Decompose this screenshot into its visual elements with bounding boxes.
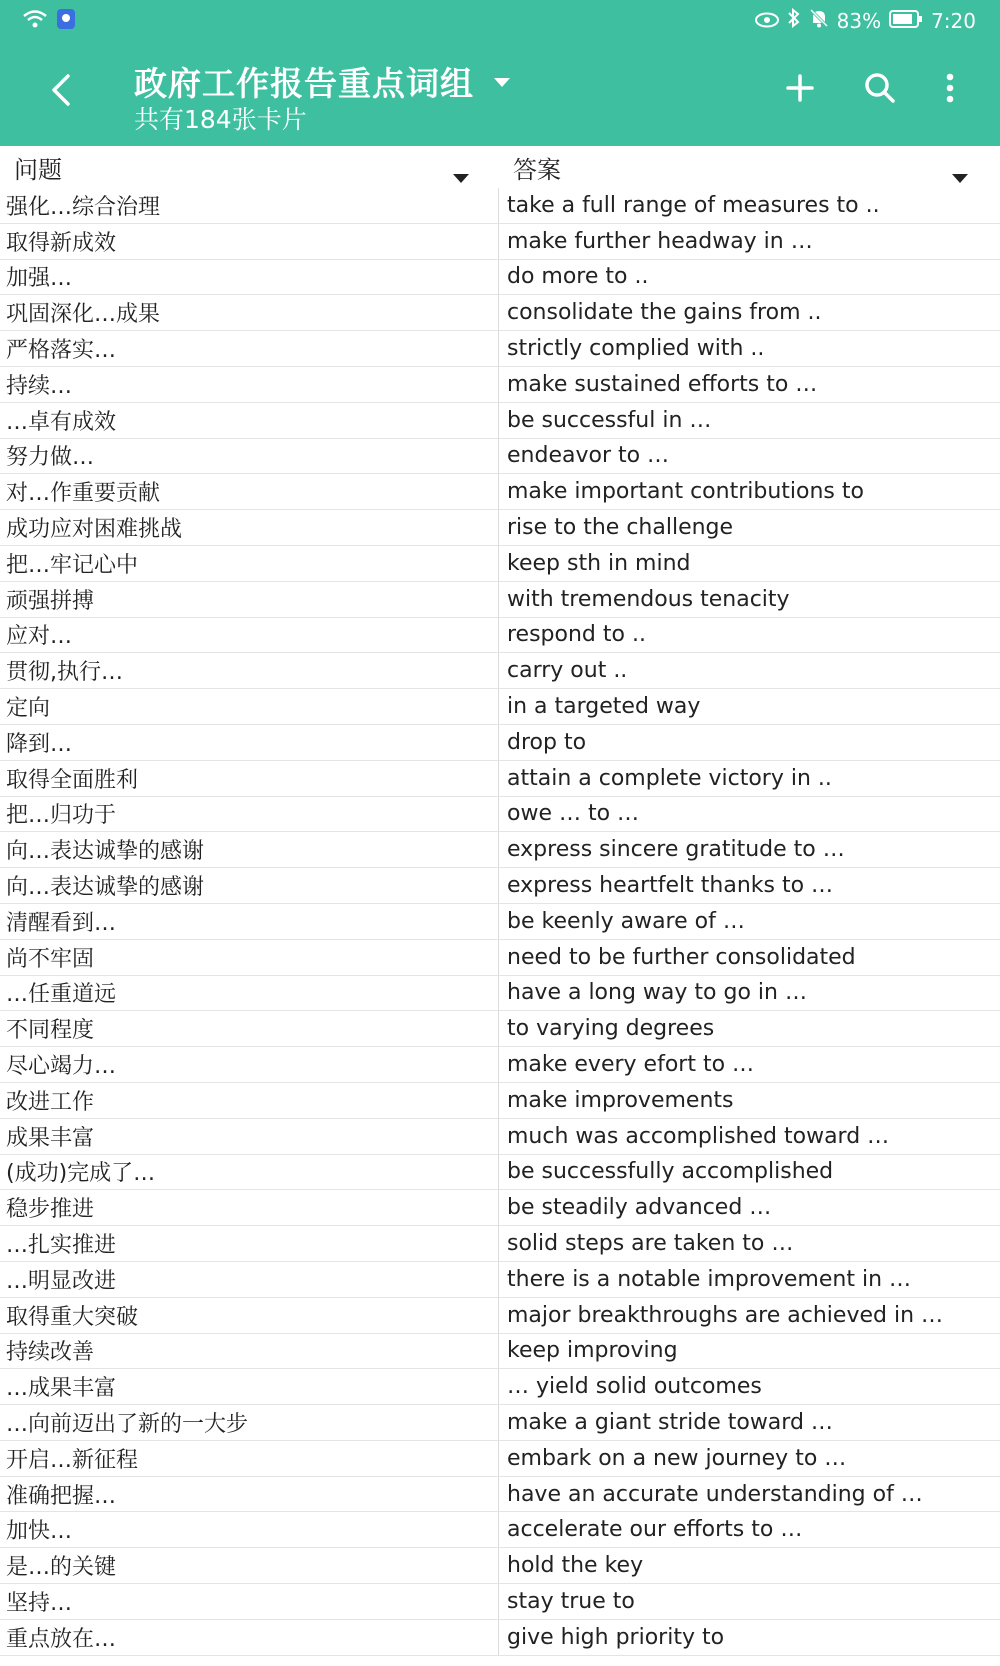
question-cell: …向前迈出了新的一大步 <box>0 1405 499 1440</box>
answer-cell: express heartfelt thanks to … <box>507 873 834 899</box>
sort-caret-icon[interactable] <box>951 162 969 190</box>
answer-cell: make improvements <box>507 1087 734 1113</box>
question-cell: 开启…新征程 <box>0 1441 499 1476</box>
question-cell: 尚不牢固 <box>0 940 499 975</box>
question-cell: …卓有成效 <box>0 403 499 438</box>
answer-cell: make a giant stride toward … <box>507 1409 833 1435</box>
question-cell: 降到… <box>0 725 499 760</box>
more-options-button[interactable] <box>930 68 970 108</box>
answer-cell: rise to the challenge <box>507 515 734 541</box>
sort-caret-icon[interactable] <box>452 162 470 190</box>
answer-cell: accelerate our efforts to … <box>507 1517 803 1543</box>
question-cell: 向…表达诚挚的感谢 <box>0 868 499 903</box>
table-row[interactable] <box>0 1477 1000 1513</box>
table-row[interactable] <box>0 295 1000 331</box>
question-cell: 顽强拼搏 <box>0 582 499 617</box>
table-row[interactable] <box>0 1298 1000 1334</box>
question-cell: (成功)完成了… <box>0 1155 499 1190</box>
column-header-question[interactable] <box>0 146 499 188</box>
table-row[interactable] <box>0 439 1000 475</box>
card-table <box>0 188 1000 1656</box>
question-cell: …任重道远 <box>0 976 499 1011</box>
table-row[interactable] <box>0 1369 1000 1405</box>
eye-icon <box>755 9 779 33</box>
table-row[interactable] <box>0 546 1000 582</box>
question-cell: 贯彻,执行… <box>0 653 499 688</box>
question-cell: …扎实推进 <box>0 1226 499 1261</box>
answer-cell: have an accurate understanding of … <box>507 1481 923 1507</box>
answer-cell: make further headway in … <box>507 228 813 254</box>
question-cell: 准确把握… <box>0 1477 499 1512</box>
battery-percent: 83% <box>836 8 882 33</box>
answer-cell: drop to <box>507 729 587 755</box>
question-cell: 巩固深化…成果 <box>0 295 499 330</box>
table-row[interactable] <box>0 976 1000 1012</box>
table-row[interactable] <box>0 1441 1000 1477</box>
question-cell: 改进工作 <box>0 1083 499 1118</box>
deck-title[interactable]: 政府工作报告重点词组 <box>134 64 474 103</box>
table-row[interactable] <box>0 1047 1000 1083</box>
table-row[interactable] <box>0 1584 1000 1620</box>
table-row[interactable] <box>0 868 1000 904</box>
question-cell: 重点放在… <box>0 1620 499 1655</box>
answer-cell: stay true to <box>507 1588 635 1614</box>
answer-cell: major breakthroughs are achieved in … <box>507 1302 944 1328</box>
answer-cell: solid steps are taken to … <box>507 1231 794 1256</box>
clock: 7:20 <box>931 8 976 33</box>
table-row[interactable] <box>0 832 1000 868</box>
answer-cell: there is a notable improvement in … <box>507 1266 912 1292</box>
answer-cell: give high priority to <box>507 1624 725 1650</box>
answer-cell: need to be further consolidated <box>507 944 856 970</box>
question-cell: 取得重大突破 <box>0 1298 499 1333</box>
caret-down-icon <box>493 74 511 93</box>
question-cell: 不同程度 <box>0 1011 499 1046</box>
table-row[interactable] <box>0 1119 1000 1155</box>
table-row[interactable] <box>0 331 1000 367</box>
answer-cell: in a targeted way <box>507 694 701 720</box>
question-cell: 是…的关键 <box>0 1548 499 1583</box>
answer-cell: make every efort to … <box>507 1052 755 1078</box>
answer-cell: be successfully accomplished <box>507 1159 834 1185</box>
question-cell: 向…表达诚挚的感谢 <box>0 832 499 867</box>
question-cell: 加快… <box>0 1512 499 1547</box>
answer-cell: make sustained efforts to … <box>507 371 818 397</box>
table-row[interactable] <box>0 618 1000 654</box>
deck-dropdown-button[interactable] <box>493 74 511 93</box>
question-cell: 把…牢记心中 <box>0 546 499 581</box>
question-cell: 努力做… <box>0 439 499 474</box>
table-row[interactable] <box>0 510 1000 546</box>
table-row[interactable] <box>0 367 1000 403</box>
back-arrow-icon <box>40 97 84 116</box>
table-row[interactable] <box>0 1262 1000 1298</box>
table-row[interactable] <box>0 1190 1000 1226</box>
table-row[interactable] <box>0 1083 1000 1119</box>
shield-app-icon <box>56 8 76 35</box>
answer-cell: keep improving <box>507 1338 678 1364</box>
answer-cell: do more to .. <box>507 264 649 290</box>
question-cell: 持续改善 <box>0 1334 499 1369</box>
table-row[interactable] <box>0 1155 1000 1191</box>
question-cell: 严格落实… <box>0 331 499 366</box>
back-button[interactable] <box>40 68 84 112</box>
table-row[interactable] <box>0 761 1000 797</box>
card-count: 共有184张卡片 <box>134 105 307 134</box>
search-icon <box>860 93 900 112</box>
app-bar <box>0 40 1000 146</box>
table-row[interactable] <box>0 1620 1000 1656</box>
table-row[interactable] <box>0 725 1000 761</box>
plus-icon <box>780 93 820 112</box>
table-row[interactable] <box>0 188 1000 224</box>
table-row[interactable] <box>0 653 1000 689</box>
question-cell: 坚持… <box>0 1584 499 1619</box>
answer-cell: be keenly aware of … <box>507 908 745 934</box>
table-row[interactable] <box>0 1512 1000 1548</box>
answer-cell: respond to .. <box>507 622 646 648</box>
column-header-question-label: 问题 <box>14 155 62 184</box>
question-cell: …明显改进 <box>0 1262 499 1297</box>
table-row[interactable] <box>0 1226 1000 1262</box>
question-cell: 定向 <box>0 689 499 724</box>
question-cell: 加强… <box>0 260 499 295</box>
status-bar <box>0 0 1000 40</box>
answer-cell: carry out .. <box>507 658 628 684</box>
search-button[interactable] <box>860 68 900 108</box>
answer-cell: consolidate the gains from .. <box>507 300 822 326</box>
answer-cell: with tremendous tenacity <box>507 586 790 612</box>
question-cell: 尽心竭力… <box>0 1047 499 1082</box>
question-cell: 取得全面胜利 <box>0 761 499 796</box>
column-header-answer-label: 答案 <box>513 155 561 184</box>
more-vert-icon <box>930 93 970 112</box>
question-cell: 成果丰富 <box>0 1119 499 1154</box>
table-row[interactable] <box>0 1011 1000 1047</box>
question-cell: 对…作重要贡献 <box>0 474 499 509</box>
answer-cell: have a long way to go in … <box>507 980 807 1006</box>
question-cell: 强化…综合治理 <box>0 188 499 223</box>
question-cell: 应对… <box>0 618 499 653</box>
table-row[interactable] <box>0 904 1000 940</box>
answer-cell: make important contributions to <box>507 479 864 505</box>
answer-cell: embark on a new journey to … <box>507 1445 847 1471</box>
table-row[interactable] <box>0 1334 1000 1370</box>
question-cell: 稳步推进 <box>0 1190 499 1225</box>
answer-cell: keep sth in mind <box>507 550 691 576</box>
answer-cell: hold the key <box>507 1553 644 1579</box>
answer-cell: strictly complied with .. <box>507 336 765 362</box>
battery-icon <box>889 9 923 33</box>
table-row[interactable] <box>0 940 1000 976</box>
table-row[interactable] <box>0 224 1000 260</box>
table-row[interactable] <box>0 797 1000 833</box>
table-row[interactable] <box>0 403 1000 439</box>
table-row[interactable] <box>0 1548 1000 1584</box>
table-row[interactable] <box>0 582 1000 618</box>
table-row[interactable] <box>0 1405 1000 1441</box>
answer-cell: … yield solid outcomes <box>507 1374 762 1400</box>
answer-cell: owe … to … <box>507 801 640 827</box>
question-cell: 持续… <box>0 367 499 402</box>
bluetooth-icon <box>787 8 801 33</box>
answer-cell: attain a complete victory in .. <box>507 765 832 791</box>
question-cell: 成功应对困难挑战 <box>0 510 499 545</box>
answer-cell: take a full range of measures to .. <box>507 192 880 218</box>
table-row[interactable] <box>0 689 1000 725</box>
column-header-answer[interactable] <box>499 146 1000 188</box>
wifi-icon <box>22 9 48 34</box>
answer-cell: be successful in … <box>507 407 712 433</box>
table-row[interactable] <box>0 474 1000 510</box>
answer-cell: to varying degrees <box>507 1016 715 1042</box>
mute-bell-icon <box>809 8 829 33</box>
add-card-button[interactable] <box>780 68 820 108</box>
answer-cell: express sincere gratitude to … <box>507 837 845 863</box>
question-cell: 取得新成效 <box>0 224 499 259</box>
answer-cell: endeavor to … <box>507 443 670 469</box>
question-cell: 清醒看到… <box>0 904 499 939</box>
answer-cell: much was accomplished toward … <box>507 1123 890 1149</box>
table-row[interactable] <box>0 260 1000 296</box>
answer-cell: be steadily advanced … <box>507 1195 772 1221</box>
question-cell: 把…归功于 <box>0 797 499 832</box>
question-cell: …成果丰富 <box>0 1369 499 1404</box>
